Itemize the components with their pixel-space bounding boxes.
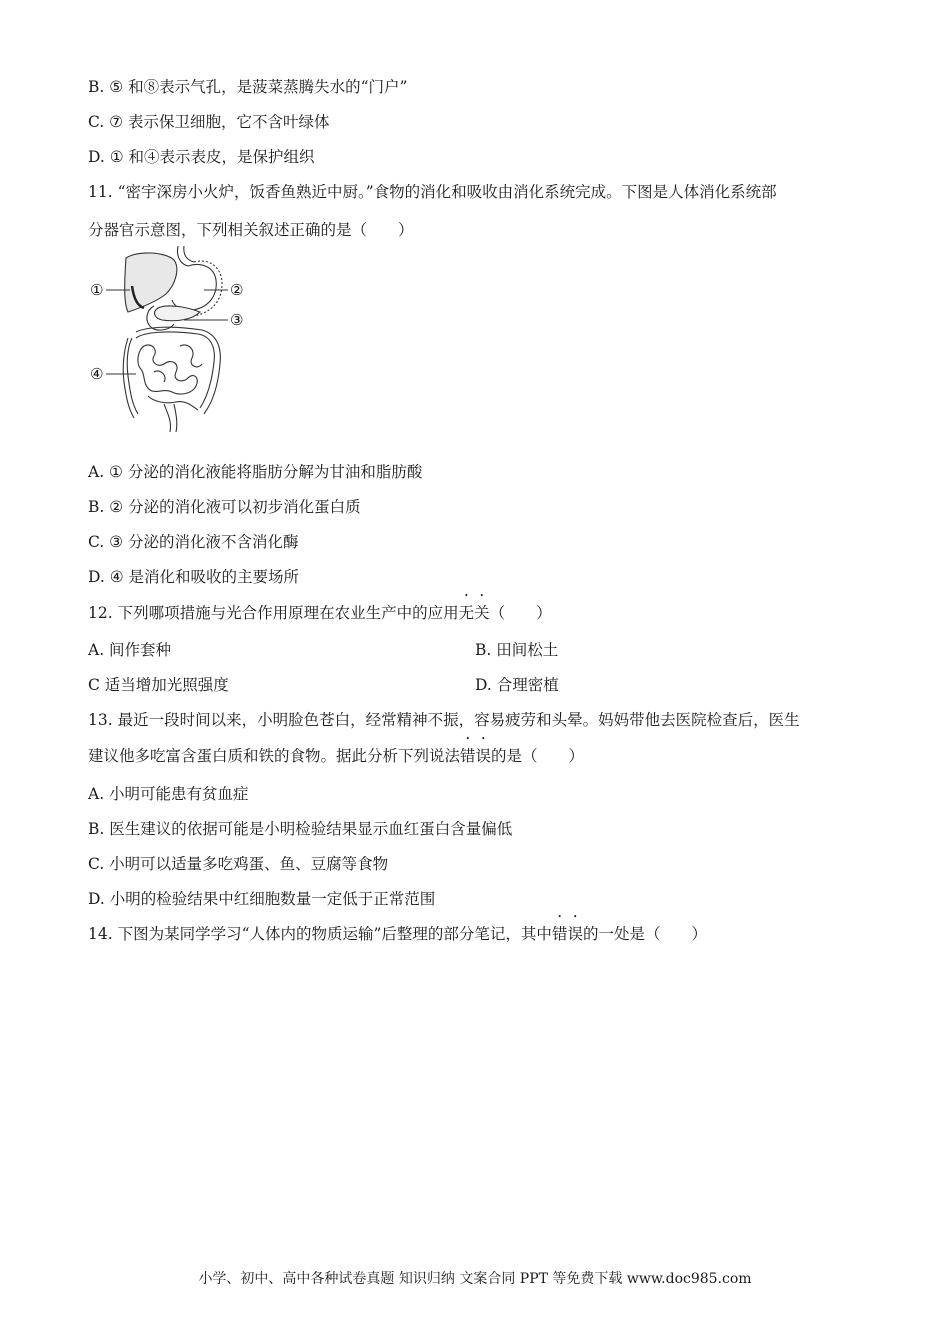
q13-stem-line2 xyxy=(88,746,584,766)
q14-stem-text: 14. 下图为某同学学习“人体内的物质运输”后整理的部分笔记，其中 xyxy=(88,925,552,943)
q13-option-d: D. 小明的检验结果中红细胞数量一定低于正常范围 xyxy=(88,890,436,908)
page-footer: 小学、初中、高中各种试卷真题 知识归纳 文案合同 PPT 等免费下载 www.doc985.com xyxy=(198,1271,752,1287)
q10-option-d: D. ① 和④表示表皮，是保护组织 xyxy=(88,148,315,166)
q12-stem-text: 12. 下列哪项措施与光合作用原理在农业生产中的应用 xyxy=(88,604,459,622)
q14-emphasis-char-1: 错 xyxy=(551,925,568,943)
q12-option-a: A. 间作套种 xyxy=(88,641,172,659)
digestive-system-diagram xyxy=(88,246,253,436)
q14-emphasis-char-2: 误 xyxy=(567,925,583,943)
q10-option-b: B. ⑤ 和⑧表示气孔，是菠菜蒸腾失水的“门户” xyxy=(88,78,408,96)
q13-emphasis-char-1: 错 xyxy=(460,747,476,765)
q11-option-d: D. ④ 是消化和吸收的主要场所 xyxy=(88,568,300,586)
q10-option-c: C. ⑦ 表示保卫细胞，它不含叶绿体 xyxy=(88,113,330,131)
q14-stem-bracket: 的一处是（ ） xyxy=(582,925,707,943)
q12-option-b: B. 田间松土 xyxy=(475,641,559,659)
q13-option-b: B. 医生建议的依据可能是小明检验结果显示血红蛋白含量偏低 xyxy=(88,820,513,838)
q13-stem-text: 建议他多吃富含蛋白质和铁的食物。据此分析下列说法 xyxy=(88,747,461,765)
q13-emphasis-char-2: 误 xyxy=(475,747,492,765)
figure-label-2: ② xyxy=(230,281,244,299)
figure-label-4: ④ xyxy=(90,365,104,383)
q13-option-c: C. 小明可以适量多吃鸡蛋、鱼、豆腐等食物 xyxy=(88,855,389,873)
q12-option-c: C 适当增加光照强度 xyxy=(88,676,229,694)
q13-option-a: A. 小明可能患有贫血症 xyxy=(88,785,249,803)
figure-label-3: ③ xyxy=(230,311,244,329)
q12-stem xyxy=(88,603,552,623)
q12-stem-bracket: （ ） xyxy=(489,604,552,622)
q11-option-a: A. ① 分泌的消化液能将脂肪分解为甘油和脂肪酸 xyxy=(88,463,423,481)
q11-option-c: C. ③ 分泌的消化液不含消化酶 xyxy=(88,533,299,551)
figure-label-1: ① xyxy=(90,281,104,299)
q11-stem-line2: 分器官示意图，下列相关叙述正确的是（ ） xyxy=(88,221,414,239)
q13-stem-bracket: 的是（ ） xyxy=(491,747,585,765)
q12-emphasis-char-1: 无 xyxy=(458,604,475,622)
digestive-system-figure xyxy=(88,246,253,436)
q14-stem xyxy=(88,924,707,944)
q13-stem-line1: 13. 最近一段时间以来，小明脸色苍白，经常精神不振，容易疲劳和头晕。妈妈带他去医院检查后，医生 xyxy=(88,711,800,729)
q12-emphasis-char-2: 关 xyxy=(474,604,490,622)
q11-stem-line1: 11. “密宇深房小火炉，饭香鱼熟近中厨。”食物的消化和吸收由消化系统完成。下图是人体消化系统部 xyxy=(88,183,777,201)
q12-option-d: D. 合理密植 xyxy=(475,676,559,694)
q11-option-b: B. ② 分泌的消化液可以初步消化蛋白质 xyxy=(88,498,361,516)
